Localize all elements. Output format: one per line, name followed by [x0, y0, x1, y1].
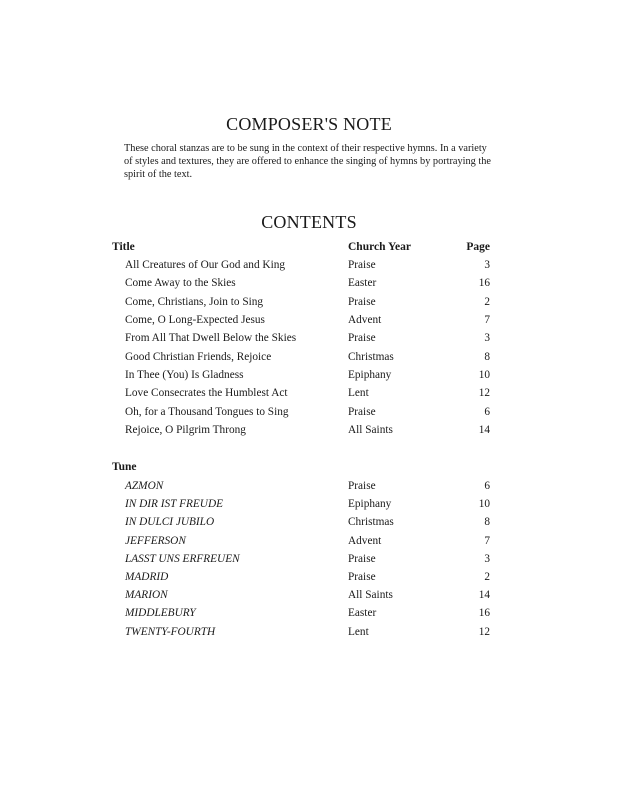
entry-church-year: Christmas: [348, 350, 394, 363]
note-line: These choral stanzas are to be sung in the context of their respective hymns. In a variety: [124, 143, 487, 154]
entry-title: MARION: [125, 589, 168, 602]
entry-page-number: 12: [478, 625, 490, 638]
entry-title: Come Away to the Skies: [125, 277, 236, 290]
table-row: [0, 571, 618, 589]
tune-section-label: Tune: [112, 461, 137, 473]
entry-page-number: 2: [484, 571, 490, 583]
title-column-header: Title: [112, 241, 135, 253]
table-row: [0, 406, 618, 424]
note-line: spirit of the text.: [124, 169, 193, 180]
entry-page-number: 16: [478, 607, 490, 620]
entry-title: JEFFERSON: [125, 534, 186, 547]
table-row: [0, 535, 618, 553]
table-row: [0, 516, 618, 534]
entry-title: MADRID: [125, 571, 169, 583]
entry-church-year: All Saints: [348, 424, 393, 437]
entry-page-number: 3: [484, 259, 490, 271]
table-row: [0, 387, 618, 405]
entry-church-year: Epiphany: [348, 498, 392, 511]
entry-title: In Thee (You) Is Gladness: [125, 369, 244, 382]
table-row: [0, 480, 618, 498]
table-row: [0, 626, 618, 644]
entry-title: From All That Dwell Below the Skies: [125, 332, 297, 345]
table-row: [0, 296, 618, 314]
entry-church-year: All Saints: [348, 589, 393, 602]
entry-title: Rejoice, O Pilgrim Throng: [125, 424, 246, 437]
contents-heading: CONTENTS: [261, 212, 357, 232]
entry-page-number: 6: [484, 480, 490, 492]
entry-page-number: 14: [478, 424, 490, 437]
entry-title: IN DULCI JUBILO: [125, 516, 215, 529]
entry-page-number: 8: [484, 350, 490, 363]
entry-church-year: Praise: [348, 259, 376, 271]
table-row: [0, 332, 618, 350]
table-row: [0, 553, 618, 571]
composers-note-text: [124, 142, 504, 181]
entry-church-year: Easter: [348, 277, 377, 290]
entry-page-number: 10: [478, 498, 490, 511]
page-column-header: Page: [466, 241, 490, 253]
table-row: [0, 259, 618, 277]
entry-page-number: 3: [484, 332, 490, 345]
entry-church-year: Christmas: [348, 516, 394, 529]
table-row: [0, 607, 618, 625]
table-row: [0, 369, 618, 387]
entry-title: Come, O Long-Expected Jesus: [125, 314, 265, 327]
table-row: [0, 498, 618, 516]
entry-page-number: 14: [478, 589, 490, 602]
entry-title: AZMON: [125, 480, 164, 492]
table-row: [0, 314, 618, 332]
entry-church-year: Praise: [348, 332, 376, 345]
entry-title: Love Consecrates the Humblest Act: [125, 387, 288, 400]
entry-title: Good Christian Friends, Rejoice: [125, 350, 272, 363]
entry-church-year: Lent: [348, 625, 369, 638]
entry-page-number: 2: [484, 295, 490, 308]
table-row: [0, 589, 618, 607]
entry-page-number: 10: [478, 369, 490, 382]
entry-church-year: Lent: [348, 387, 369, 400]
entry-page-number: 12: [478, 387, 490, 400]
entry-page-number: 7: [484, 534, 490, 547]
entry-church-year: Epiphany: [348, 369, 392, 382]
entry-title: LASST UNS ERFREUEN: [125, 552, 240, 565]
table-row: [0, 424, 618, 442]
entry-page-number: 8: [484, 516, 490, 529]
entry-title: TWENTY-FOURTH: [125, 625, 216, 638]
entry-page-number: 7: [484, 314, 490, 327]
table-row: [0, 351, 618, 369]
entry-church-year: Easter: [348, 607, 377, 620]
note-line: of styles and textures, they are offered to enhance the singing of hymns by portraying the: [124, 156, 491, 167]
entry-church-year: Praise: [348, 480, 376, 492]
entry-title: All Creatures of Our God and King: [125, 259, 286, 271]
entry-title: Oh, for a Thousand Tongues to Sing: [125, 405, 289, 418]
table-row: [0, 277, 618, 295]
entry-church-year: Advent: [348, 534, 382, 547]
composers-note-heading: COMPOSER'S NOTE: [226, 114, 392, 134]
entry-church-year: Praise: [348, 571, 376, 583]
entry-church-year: Advent: [348, 314, 382, 327]
entry-church-year: Praise: [348, 552, 376, 565]
entry-church-year: Praise: [348, 405, 376, 418]
entry-page-number: 6: [484, 405, 490, 418]
entry-title: IN DIR IST FREUDE: [125, 498, 223, 511]
entry-title: Come, Christians, Join to Sing: [125, 295, 264, 308]
entry-title: MIDDLEBURY: [125, 607, 196, 620]
church-year-column-header: Church Year: [348, 241, 411, 253]
entry-page-number: 3: [484, 552, 490, 565]
entry-church-year: Praise: [348, 295, 376, 308]
entry-page-number: 16: [478, 277, 490, 290]
